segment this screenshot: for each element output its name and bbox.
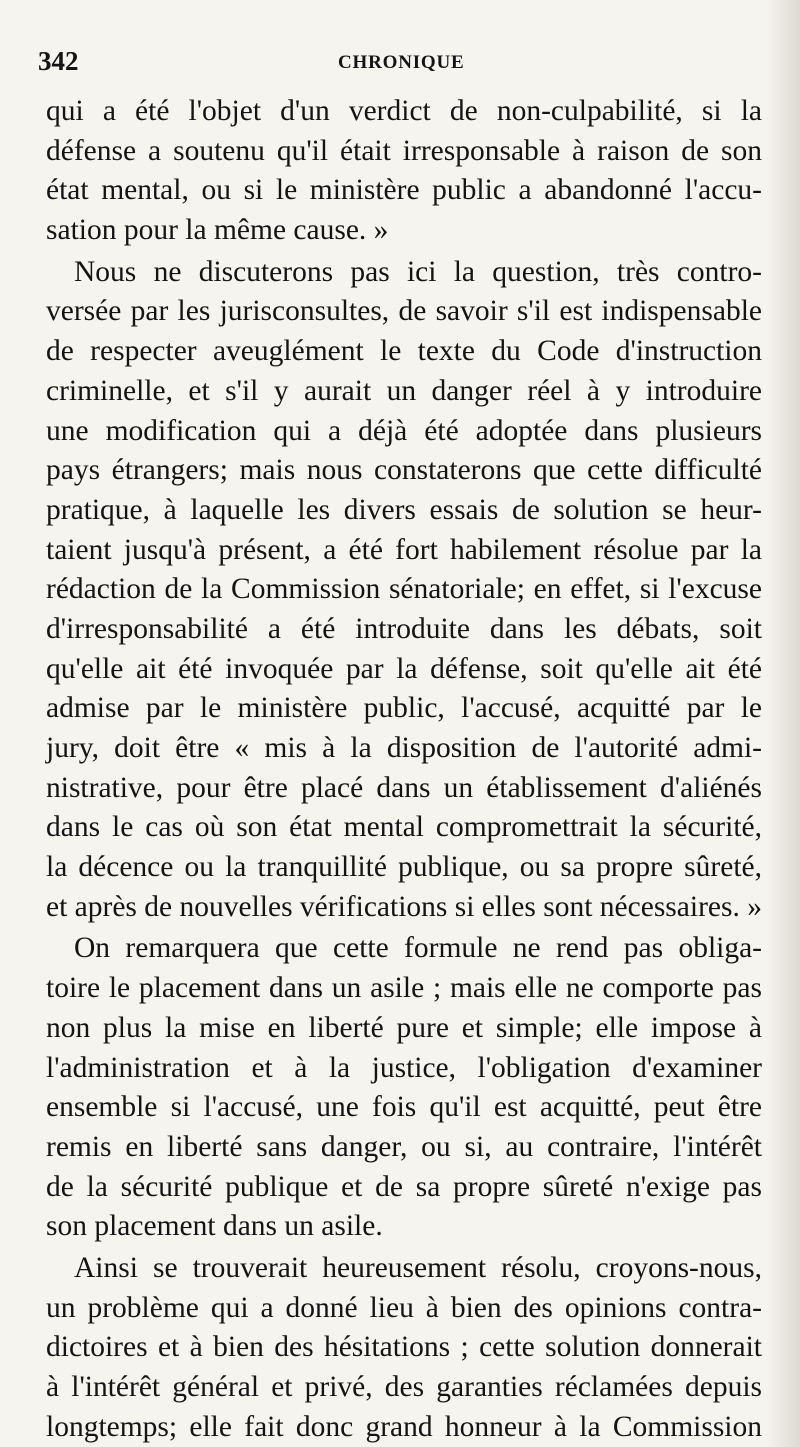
paragraph: [46, 253, 762, 928]
paragraph: [46, 1249, 762, 1447]
text-line: sation pour la même cause. »: [46, 214, 389, 247]
text-line: pratique, à laquelle les divers essais de solution se heur-: [46, 493, 762, 526]
text-line: de la sécurité publique et de sa propre sûreté n'exige pas: [46, 1170, 762, 1203]
page-number: 342: [38, 46, 79, 76]
text-line: dans le cas où son état mental compromettrait la sécurité,: [46, 811, 762, 844]
text-line: criminelle, et s'il y aurait un danger réel à y introduire: [46, 374, 762, 407]
text-line: la décence ou la tranquillité publique, ou sa propre sûreté,: [46, 851, 762, 884]
text-line: défense a soutenu qu'il était irresponsable à raison de son: [46, 134, 762, 167]
text-line: On remarquera que cette formule ne rend pas obliga-: [74, 932, 762, 965]
text-line: Nous ne discuterons pas ici la question, très contro-: [74, 255, 762, 288]
text-line: ensemble si l'accusé, une fois qu'il est acquitté, peut être: [46, 1091, 762, 1124]
text-line: longtemps; elle fait donc grand honneur à la Commission: [46, 1410, 762, 1443]
text-line: toire le placement dans un asile ; mais elle ne comporte pas: [46, 972, 762, 1005]
text-line: versée par les jurisconsultes, de savoir s'il est indispensable: [46, 295, 762, 328]
text-line: dictoires et à bien des hésitations ; cette solution donnerait: [46, 1331, 762, 1364]
text-line: taient jusqu'à présent, a été fort habilement résolue par la: [46, 533, 762, 566]
text-line: jury, doit être « mis à la disposition de l'autorité admi-: [46, 732, 762, 764]
running-title: CHRONIQUE: [338, 52, 465, 73]
text-line: une modification qui a déjà été adoptée dans plusieurs: [46, 414, 762, 447]
text-line: état mental, ou si le ministère public a abandonné l'accu-: [46, 174, 762, 207]
text-line: l'administration et à la justice, l'obligation d'examiner: [46, 1051, 762, 1084]
text-line: son placement dans un asile.: [46, 1210, 383, 1243]
text-line: à l'intérêt général et privé, des garanties réclamées depuis: [46, 1371, 762, 1403]
text-line: Ainsi se trouverait heureusement résolu, croyons-nous,: [74, 1251, 762, 1284]
text-line: et après de nouvelles vérifications si elles sont nécessaires. »: [46, 890, 762, 923]
text-line: qui a été l'objet d'un verdict de non-culpabilité, si la: [46, 95, 762, 127]
body-text: [46, 92, 762, 1447]
text-line: de respecter aveuglément le texte du Code d'instruction: [46, 335, 762, 368]
text-line: d'irresponsabilité a été introduite dans les débats, soit: [46, 612, 762, 645]
text-line: qu'elle ait été invoquée par la défense, soit qu'elle ait été: [46, 652, 762, 685]
text-line: un problème qui a donné lieu à bien des opinions contra-: [46, 1291, 762, 1324]
text-line: admise par le ministère public, l'accusé, acquitté par le: [46, 692, 762, 725]
page-header: [38, 46, 758, 82]
text-line: rédaction de la Commission sénatoriale; en effet, si l'excuse: [46, 573, 762, 606]
paragraph: [46, 92, 762, 251]
text-line: nistrative, pour être placé dans un établissement d'aliénés: [46, 771, 762, 804]
page-edge-shadow: [766, 0, 800, 1447]
paragraph: [46, 929, 762, 1247]
text-line: non plus la mise en liberté pure et simple; elle impose à: [46, 1011, 762, 1044]
text-line: pays étrangers; mais nous constaterons que cette difficulté: [46, 454, 762, 487]
text-line: remis en liberté sans danger, ou si, au contraire, l'intérêt: [46, 1130, 762, 1163]
